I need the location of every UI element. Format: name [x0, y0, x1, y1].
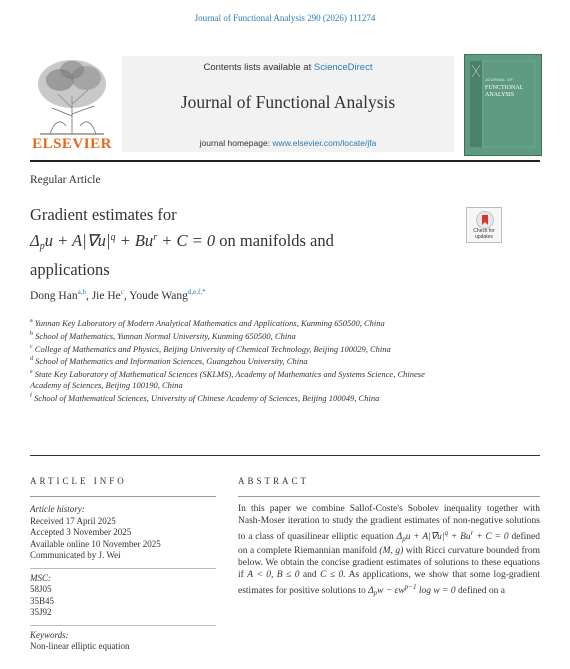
title-line-3: applications: [30, 260, 110, 279]
affiliation-text: School of Mathematics and Information Sciences, Guangzhou University, China: [35, 356, 308, 367]
homepage-link[interactable]: www.elsevier.com/locate/jfa: [272, 138, 377, 148]
author-name[interactable]: Dong Han: [30, 289, 78, 302]
section-rule: [30, 455, 540, 456]
title-line-2: [30, 226, 450, 258]
sciencedirect-link[interactable]: ScienceDirect: [313, 62, 373, 73]
article-title: [30, 203, 450, 281]
history-item: Received 17 April 2025: [30, 515, 116, 526]
article-info-heading: ARTICLE INFO: [30, 476, 127, 486]
affiliation-sup: a: [30, 318, 33, 324]
affiliation: [30, 367, 450, 391]
author-name[interactable]: Youde Wang: [129, 289, 188, 302]
cover-title: FUNCTIONAL ANALYSIS: [485, 85, 524, 98]
homepage-line: [122, 138, 454, 148]
affiliation-text: State Key Laboratory of Mathematical Sciences (SKLMS), Academy of Mathematics and Systems Science, Chinese Academy of Sciences, Beijing 100190, China: [30, 369, 425, 391]
author-sup[interactable]: a,b: [77, 288, 86, 296]
affiliation: [30, 316, 450, 329]
cover-graphic-icon: [465, 55, 541, 155]
msc-code: 35B45: [30, 595, 55, 606]
contents-prefix: Contents lists available at: [203, 62, 314, 73]
contents-line: [122, 62, 454, 73]
check-updates-line1: Check for: [473, 228, 495, 234]
check-updates-line2: updates: [475, 233, 493, 240]
author-list: Dong Han$^{a,b}$, Jie He$^c$, Youde Wang$^{d,e,f,*}$: [30, 288, 206, 302]
author-name[interactable]: Jie He: [91, 289, 121, 302]
title-equation: $\Delta pu + A|\nabla u|^q + Bu^r + C = 0$: [30, 231, 216, 252]
affiliation-sup: f: [30, 393, 32, 400]
info-divider: [30, 625, 216, 626]
abstract-log-equation: $\Delta_pw - \varepsilon w^{p-1}$ log w = 0: [368, 583, 456, 597]
affiliation: [30, 391, 450, 404]
elsevier-tree-icon: [30, 56, 114, 136]
elsevier-logo[interactable]: [30, 56, 114, 152]
abstract-manifold: (M, g): [379, 546, 404, 556]
abstract-condition-c: C ≤ 0.: [320, 570, 346, 580]
abstract-p2: defined on a complete Riemannian manifold: [238, 532, 540, 556]
msc-label: MSC:: [30, 572, 51, 583]
article-info-rule: [30, 496, 216, 497]
author-sup[interactable]: d,e,f,*: [187, 288, 206, 296]
msc-code: 35J92: [30, 607, 52, 617]
affiliation: [30, 354, 450, 367]
abstract-equation: $\Delta_pu + A|\nabla u|^q + Bu^r + C = 0$: [396, 529, 509, 543]
affiliation-text: School of Mathematical Sciences, University of Chinese Academy of Sciences, Beijing 100049, China: [34, 392, 380, 403]
abstract-heading: ABSTRACT: [238, 476, 310, 486]
abstract-p4: As applications, we show that some log-gradient estimates for positive solutions to: [238, 570, 540, 596]
keyword: Non-linear elliptic equation: [30, 641, 130, 651]
history-item: Accepted 3 November 2025: [30, 527, 132, 537]
title-line-1: Gradient estimates for: [30, 205, 177, 224]
article-type: Regular Article: [30, 174, 101, 186]
abstract-p5: defined on a: [455, 586, 505, 596]
affiliation-sup: d: [30, 356, 33, 363]
affiliation: [30, 329, 450, 342]
cover-small-text: JOURNAL OF: [485, 77, 514, 82]
elsevier-wordmark: ELSEVIER: [32, 136, 112, 152]
homepage-prefix: journal homepage:: [199, 138, 273, 148]
journal-banner: [122, 56, 454, 152]
info-divider: [30, 568, 216, 569]
affiliation-list: [30, 316, 450, 404]
abstract-p1: In this paper we combine Sallof-Coste's Sobolev inequality together with Nash-Moser iteration to study the gradient estimates of non-negative solutions to a class of quasilinear elliptic equation: [238, 504, 540, 542]
journal-cover[interactable]: [464, 54, 542, 156]
history-item: Communicated by J. Wei: [30, 550, 121, 560]
abstract-conditions: A < 0, B ≤ 0: [247, 570, 300, 580]
affiliation-text: College of Mathematics and Physics, Beijing University of Chemical Technology, Beijing 100029, China: [34, 343, 391, 354]
abstract-text: In this paper we combine Sallof-Coste's Sobolev inequality together with Nash-Moser iteration to study the gradient estimates of non-negative solutions to a class of quasilinear elliptic equation $\Delta_pu + A|\nabla u|^q + Bu^r + C = 0$ defined on a complete Riemannian manifold (M, g) with Ricci curvature bounded from below. We obtain the concise gradient estimates of solutions to these equations if A < 0, B ≤ 0 and C ≤ 0. As applications, we show that some log-gradient estimates for positive solutions to $\Delta_pw - \varepsilon w^{p-1}$ log w = 0 defined on a: [238, 504, 540, 597]
msc-code: 58J05: [30, 584, 52, 594]
check-updates-label: [467, 229, 501, 240]
check-for-updates-button[interactable]: [466, 207, 502, 243]
check-updates-icon: [476, 211, 494, 229]
journal-citation[interactable]: Journal of Functional Analysis 290 (2026) 111274: [194, 13, 376, 23]
abstract-rule: [238, 496, 540, 497]
journal-header: [30, 56, 540, 156]
abstract-p3: with Ricci curvature bounded from below. We obtain the concise gradient estimates of solutions to these equations if: [238, 546, 540, 580]
history-label: Article history:: [30, 504, 85, 514]
author-sup[interactable]: c: [120, 288, 124, 296]
title-line-2-tail: on manifolds and: [215, 231, 334, 250]
affiliation-sup: c: [30, 343, 33, 350]
article-info: [30, 504, 216, 653]
header-rule: [30, 160, 540, 162]
affiliation-sup: b: [30, 330, 33, 337]
journal-title: Journal of Functional Analysis: [180, 92, 396, 112]
affiliation-sup: e: [30, 369, 33, 376]
history-item: Available online 10 November 2025: [30, 538, 161, 549]
affiliation: [30, 342, 450, 355]
affiliation-text: Yunnan Key Laboratory of Modern Analytical Mathematics and Applications, Kunming 650500, China: [34, 317, 385, 328]
keywords-label: Keywords:: [30, 629, 69, 640]
affiliation-text: School of Mathematics, Yunnan Normal University, Kunming 650500, China: [35, 330, 296, 341]
